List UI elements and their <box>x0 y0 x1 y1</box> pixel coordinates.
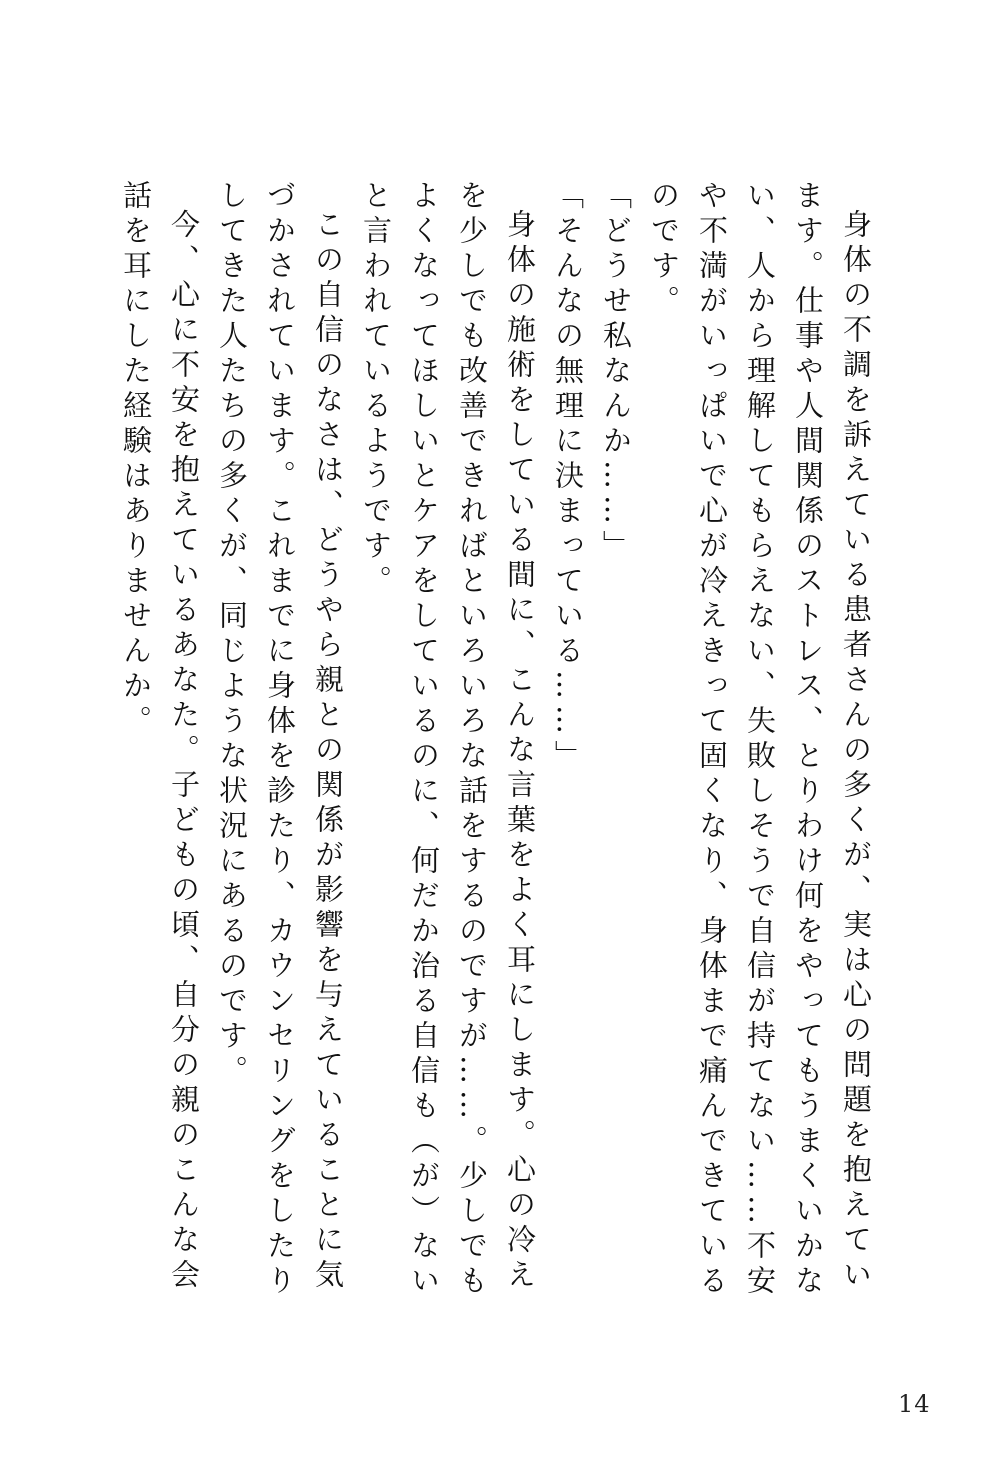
page-number: 14 <box>898 1390 931 1418</box>
paragraph: 身体の不調を訴えている患者さんの多くが、実は心の問題を抱えています。仕事や人間関係のストレス、とりわけ何をやってもうまくいかない、人から理解してもらえない、失敗しそうで自信が持てない……不安や不満がいっぱいで心が冷えきって固くなり、身体まで痛んできているのです。 <box>647 180 873 1300</box>
paragraph: 身体の施術をしている間に、こんな言葉をよく耳にします。心の冷えを少しでも改善できればといろいろな話をするのですが……。少しでもよくなってほしいとケアをしているのに、何だか治る自信も（が）ないと言われているようです。 <box>359 180 537 1300</box>
paragraph: 今、心に不安を抱えているあなた。子どもの頃、自分の親のこんな会話を耳にした経験はありませんか。 <box>119 180 201 1294</box>
quote-line: 「そんなの無理に決まっている……」 <box>551 180 585 775</box>
paragraph: この自信のなさは、どうやら親との関係が影響を与えていることに気づかされています。これまでに身体を診たり、カウンセリングをしたりしてきた人たちの多くが、同じような状況にあるのです。 <box>215 180 345 1300</box>
vertical-text-body <box>112 180 880 1300</box>
quote-line: 「どうせ私なんか……」 <box>599 180 633 565</box>
